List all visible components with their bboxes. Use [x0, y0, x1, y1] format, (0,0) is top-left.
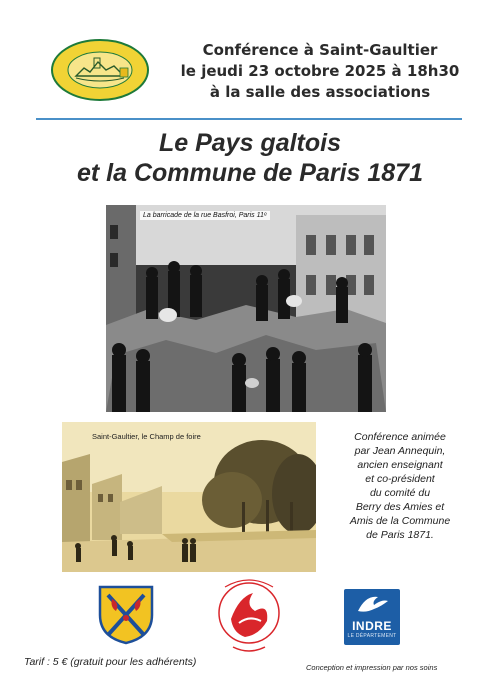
conference-line: de Paris 1871.	[366, 529, 434, 541]
conference-line: par Jean Annequin,	[354, 445, 446, 457]
conference-line: ancien enseignant	[357, 459, 443, 471]
title-line-1: Le Pays galtois	[158, 129, 342, 157]
header-line-2: le jeudi 23 octobre 2025 à 18h30	[180, 62, 460, 80]
conference-line: et co-président	[365, 473, 435, 485]
event-header	[170, 40, 470, 103]
champ-de-foire-image	[62, 422, 316, 572]
conference-line: Amis de la Commune	[349, 515, 451, 527]
indre-department-logo	[344, 589, 400, 645]
conference-line: Berry des Amies et	[355, 501, 445, 513]
society-logo-emblem	[50, 38, 150, 102]
conference-line: du comité du	[369, 487, 431, 499]
price-info: Tarif : 5 € (gratuit pour les adhérents)	[24, 656, 197, 668]
print-credit: Conception et impression par nos soins	[306, 663, 438, 672]
indre-bird-icon	[344, 589, 400, 619]
society-logo	[50, 38, 150, 102]
page-title	[30, 128, 470, 188]
conference-line: Conférence animée	[354, 431, 446, 443]
crest-icon	[98, 585, 154, 645]
champ-de-foire-caption: Saint-Gaultier, le Champ de foire	[92, 432, 201, 441]
barricade-photo-image	[106, 205, 386, 412]
indre-subtitle: LE DÉPARTEMENT	[347, 633, 397, 639]
header-line-3: à la salle des associations	[209, 83, 431, 101]
conference-description	[330, 430, 470, 542]
title-line-2: et la Commune de Paris 1871	[77, 159, 423, 187]
saint-gaultier-crest	[98, 585, 154, 645]
commune-logo-icon	[215, 575, 283, 660]
header-line-1: Conférence à Saint-Gaultier	[202, 41, 438, 59]
barricade-photo	[106, 205, 386, 412]
champ-de-foire-photo	[62, 422, 316, 572]
barricade-caption: La barricade de la rue Basfroi, Paris 11ᵉ	[140, 211, 270, 220]
divider-rule	[36, 118, 462, 120]
indre-wordmark: INDRE	[352, 619, 392, 633]
commune-association-logo	[215, 575, 283, 660]
